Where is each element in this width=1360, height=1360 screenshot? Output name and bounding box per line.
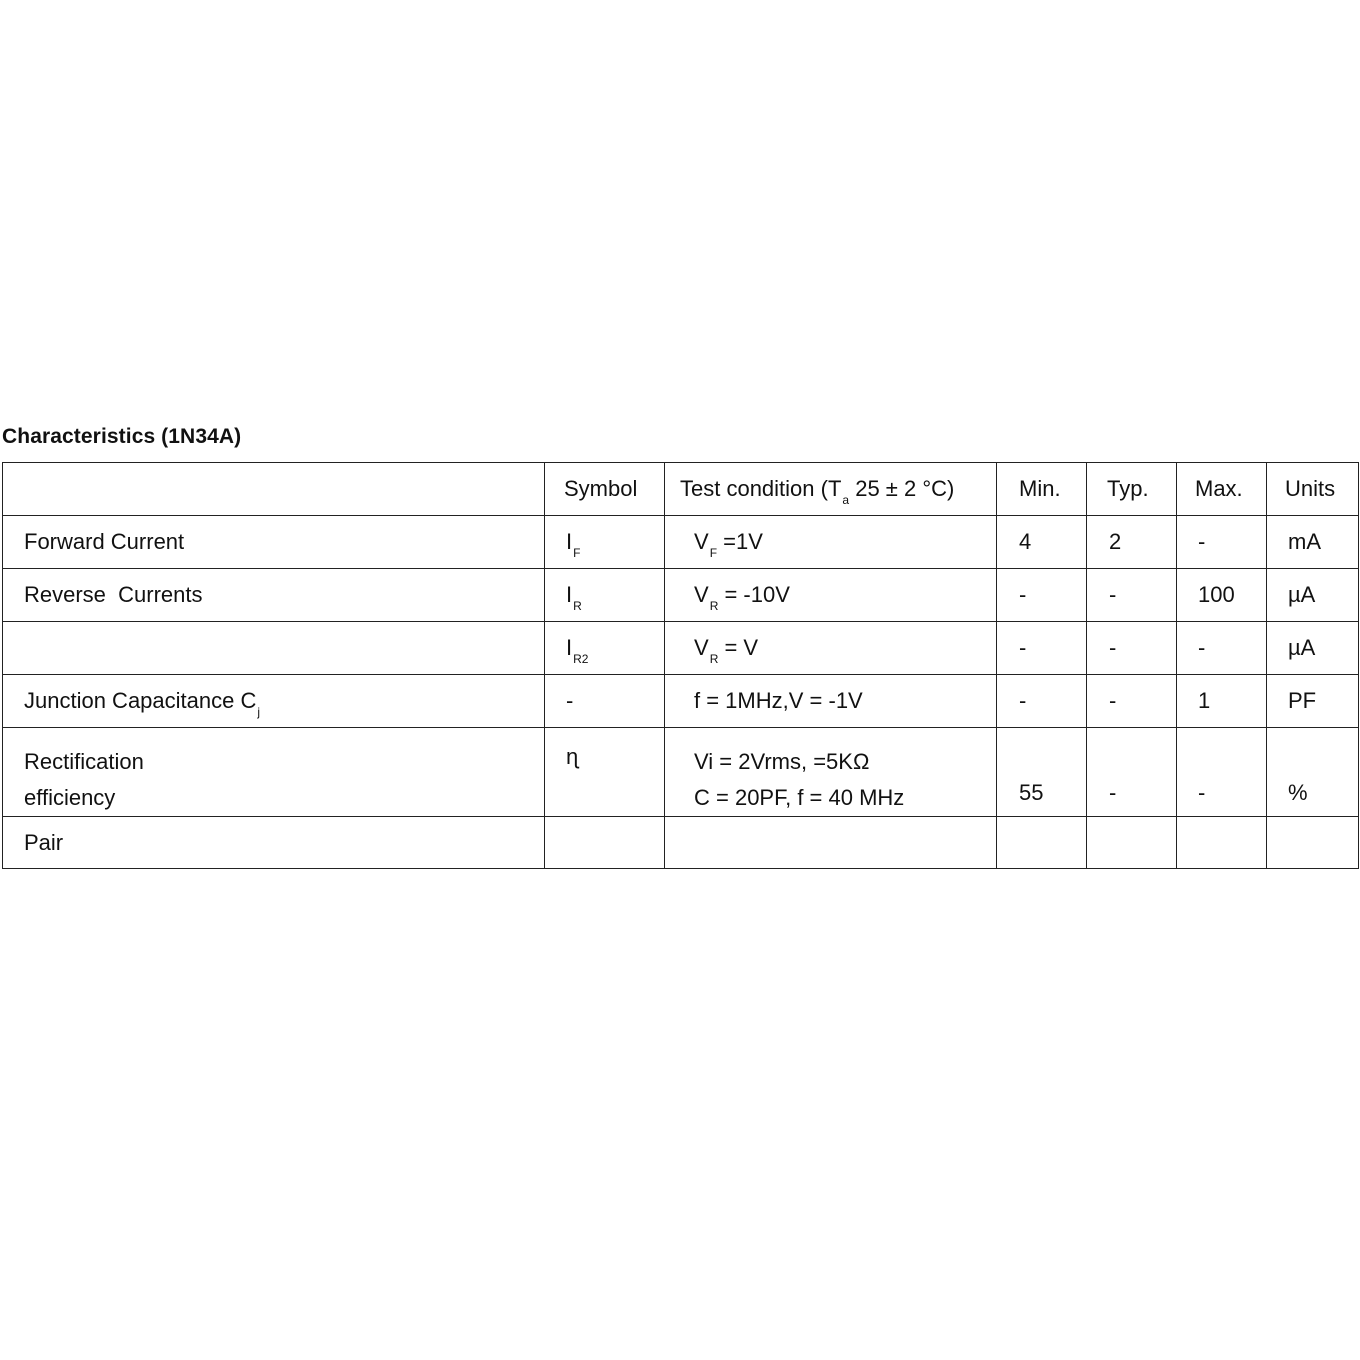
header-condition-prefix: Test condition (T — [680, 476, 842, 501]
condition-rest: = -10V — [718, 582, 790, 607]
condition-rest: =1V — [717, 529, 763, 554]
symbol-main: I — [566, 529, 573, 554]
table-row — [3, 516, 1359, 569]
symbol-main: I — [566, 582, 573, 607]
parameter-line-2: efficiency — [24, 785, 116, 810]
symbol-cell — [545, 817, 665, 869]
units-cell: mA — [1267, 516, 1359, 569]
table-row — [3, 622, 1359, 675]
condition-main: V — [694, 582, 709, 607]
max-cell — [1177, 817, 1267, 869]
table-row — [3, 569, 1359, 622]
condition-main: V — [694, 635, 709, 660]
header-typ: Typ. — [1087, 463, 1177, 516]
parameter-cell: Forward Current — [3, 516, 545, 569]
min-cell: - — [997, 569, 1087, 622]
characteristics-table — [2, 462, 1359, 869]
header-max: Max. — [1177, 463, 1267, 516]
min-cell: 4 — [997, 516, 1087, 569]
typ-cell: 2 — [1087, 516, 1177, 569]
condition-cell: f = 1MHz,V = -1V — [665, 675, 997, 728]
units-cell — [1267, 728, 1359, 817]
symbol-sub: R2 — [573, 652, 589, 666]
typ-cell — [1087, 817, 1177, 869]
max-cell: 1 — [1177, 675, 1267, 728]
min-value: 55 — [1019, 780, 1044, 805]
condition-sub: R — [709, 599, 719, 613]
table-title: Characteristics (1N34A) — [2, 425, 242, 448]
parameter-cell: Reverse Currents — [3, 569, 545, 622]
units-cell: µA — [1267, 569, 1359, 622]
min-cell — [997, 728, 1087, 817]
header-symbol: Symbol — [545, 463, 665, 516]
condition-sub: F — [709, 546, 718, 560]
parameter-cell — [3, 728, 545, 817]
typ-value: - — [1109, 780, 1117, 805]
condition-cell — [665, 817, 997, 869]
condition-main: V — [694, 529, 709, 554]
min-cell: - — [997, 622, 1087, 675]
max-value: - — [1198, 780, 1206, 805]
condition-line-1: Vi = 2Vrms, =5KΩ — [694, 749, 870, 774]
symbol-cell: - — [545, 675, 665, 728]
units-cell: µA — [1267, 622, 1359, 675]
max-cell: - — [1177, 622, 1267, 675]
condition-sub: R — [709, 652, 719, 666]
symbol-cell — [545, 728, 665, 817]
symbol-sub: R — [573, 599, 582, 613]
header-row — [3, 463, 1359, 516]
condition-line-2: C = 20PF, f = 40 MHz — [694, 785, 905, 810]
condition-cell — [665, 622, 997, 675]
header-parameter — [3, 463, 545, 516]
symbol-main: I — [566, 635, 573, 660]
typ-cell: - — [1087, 675, 1177, 728]
symbol-cell — [545, 622, 665, 675]
condition-cell — [665, 516, 997, 569]
header-condition-sub: a — [842, 493, 850, 507]
units-cell: PF — [1267, 675, 1359, 728]
symbol-sub: F — [573, 546, 581, 560]
table-row — [3, 817, 1359, 869]
table-row — [3, 728, 1359, 817]
parameter-line-1: Rectification — [24, 749, 144, 774]
typ-cell — [1087, 728, 1177, 817]
parameter-cell — [3, 675, 545, 728]
condition-rest: = V — [718, 635, 759, 660]
table-row — [3, 675, 1359, 728]
header-condition-suffix: 25 ± 2 °C) — [849, 476, 955, 501]
condition-cell — [665, 728, 997, 817]
parameter-cell: Pair — [3, 817, 545, 869]
max-cell: - — [1177, 516, 1267, 569]
units-value: % — [1288, 780, 1308, 805]
typ-cell: - — [1087, 569, 1177, 622]
max-cell — [1177, 728, 1267, 817]
min-cell: - — [997, 675, 1087, 728]
parameter-main: Junction Capacitance C — [24, 688, 257, 713]
header-units: Units — [1267, 463, 1359, 516]
symbol-cell — [545, 569, 665, 622]
min-cell — [997, 817, 1087, 869]
condition-cell — [665, 569, 997, 622]
header-test-condition — [665, 463, 997, 516]
typ-cell: - — [1087, 622, 1177, 675]
parameter-cell — [3, 622, 545, 675]
units-cell — [1267, 817, 1359, 869]
symbol-cell — [545, 516, 665, 569]
header-min: Min. — [997, 463, 1087, 516]
parameter-sub: j — [257, 705, 261, 719]
max-cell: 100 — [1177, 569, 1267, 622]
symbol-main: ɳ — [566, 744, 579, 769]
